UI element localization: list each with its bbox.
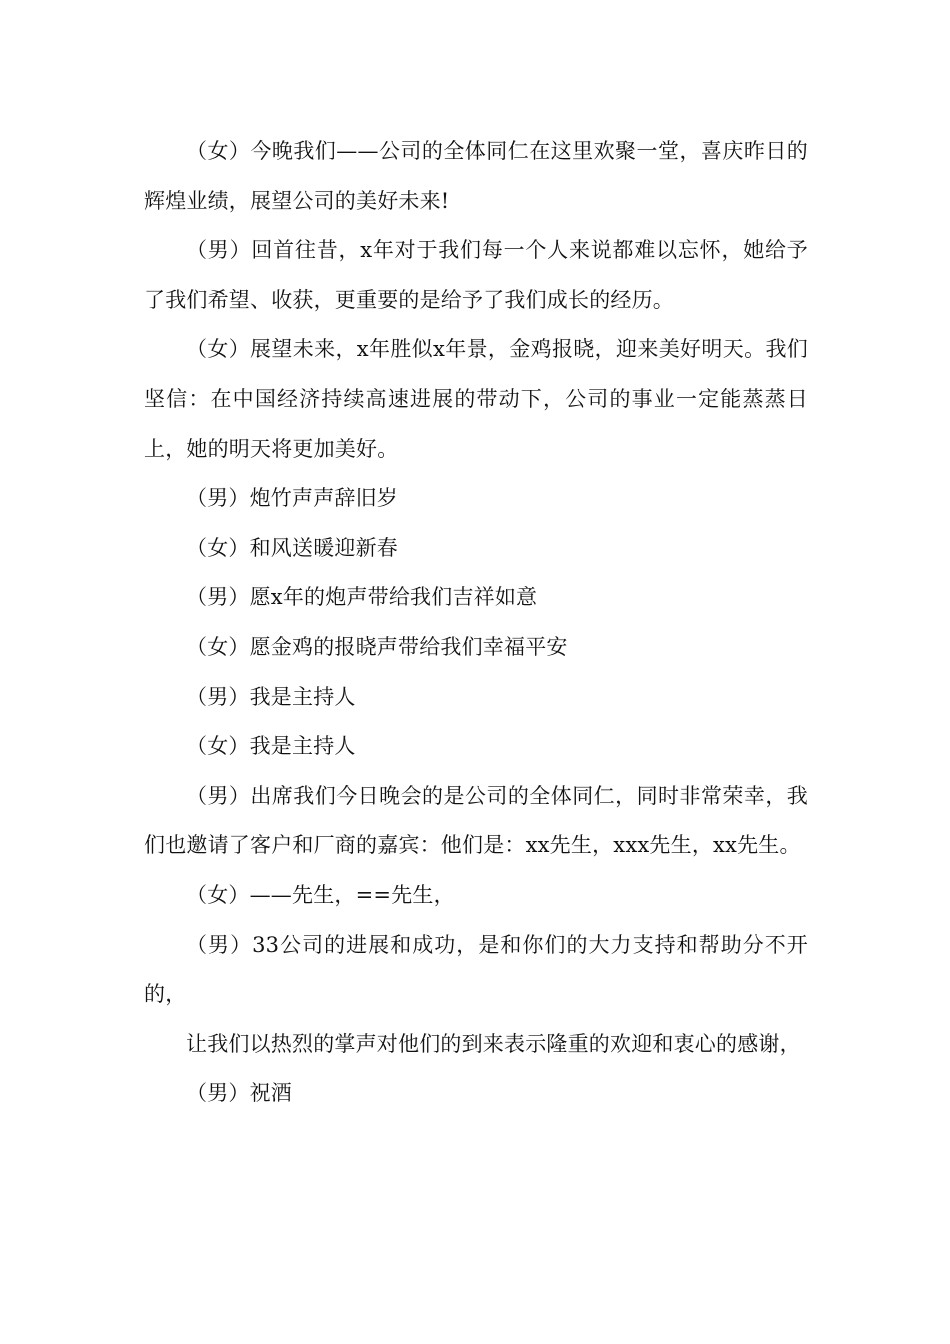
paragraph-10: （男）出席我们今日晚会的是公司的全体同仁，同时非常荣幸，我们也邀请了客户和厂商的嘉宾：他们是：xx先生，xxx先生，xx先生。 xyxy=(144,783,808,858)
document-body xyxy=(144,127,808,1119)
paragraph-2: （男）回首往昔，x年对于我们每一个人来说都难以忘怀，她给予了我们希望、收获，更重要的是给予了我们成长的经历。 xyxy=(144,238,808,312)
paragraph-13: 让我们以热烈的掌声对他们的到来表示隆重的欢迎和衷心的感谢， xyxy=(186,1031,801,1056)
paragraph-4: （男）炮竹声声辞旧岁 xyxy=(186,486,398,511)
paragraph-7: （女）愿金鸡的报晓声带给我们幸福平安 xyxy=(186,634,568,659)
paragraph-6: （男）愿x年的炮声带给我们吉祥如意 xyxy=(186,585,538,610)
paragraph-9: （女）我是主持人 xyxy=(186,734,356,759)
paragraph-3: （女）展望未来，x年胜似x年景，金鸡报晓，迎来美好明天。我们坚信：在中国经济持续高速进展的带动下，公司的事业一定能蒸蒸日上，她的明天将更加美好。 xyxy=(144,337,808,461)
paragraph-1: （女）今晚我们——公司的全体同仁在这里欢聚一堂，喜庆昨日的辉煌业绩，展望公司的美好未来! xyxy=(144,139,808,213)
paragraph-14: （男）祝酒 xyxy=(186,1081,292,1106)
paragraph-8: （男）我是主持人 xyxy=(186,684,356,709)
paragraph-5: （女）和风送暖迎新春 xyxy=(186,535,398,560)
paragraph-11: （女）——先生，==先生， xyxy=(186,882,455,907)
paragraph-12: （男）33公司的进展和成功，是和你们的大力支持和帮助分不开的， xyxy=(144,932,808,1007)
